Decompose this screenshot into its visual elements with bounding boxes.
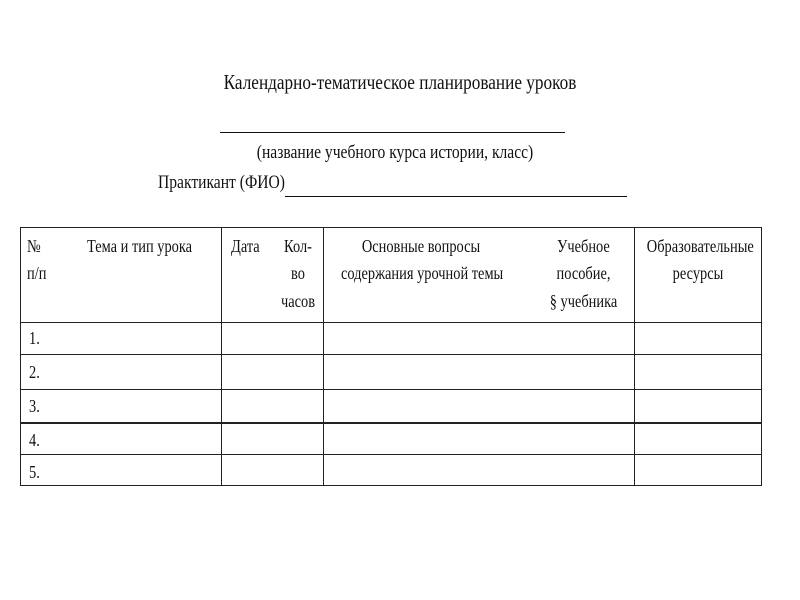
header-hours: во <box>291 263 305 283</box>
header-resources: Образовательные <box>646 236 754 256</box>
intern-name-blank-line <box>285 196 627 197</box>
header-hours: Кол- <box>284 236 312 256</box>
row-number: 4. <box>29 430 40 450</box>
row-divider <box>21 422 761 424</box>
row-divider <box>21 454 761 455</box>
row-divider <box>21 322 761 323</box>
header-topic: Тема и тип урока <box>87 236 193 256</box>
row-number: 3. <box>29 396 40 416</box>
row-divider <box>21 389 761 390</box>
row-number: 5. <box>29 462 40 482</box>
course-name-blank-line <box>220 132 565 133</box>
header-questions: Основные вопросы <box>361 236 481 256</box>
row-divider <box>21 354 761 355</box>
column-divider <box>221 228 222 485</box>
header-num-sub: п/п <box>27 263 47 283</box>
intern-label: Практикант (ФИО) <box>158 172 285 193</box>
course-name-caption: (название учебного курса истории, класс) <box>256 142 534 163</box>
column-divider <box>323 228 324 485</box>
header-num: № <box>27 236 41 256</box>
header-date: Дата <box>231 236 260 256</box>
header-questions: содержания урочной темы <box>341 263 504 283</box>
header-textbook: § учебника <box>549 291 618 311</box>
header-textbook: пособие, <box>556 263 611 283</box>
lesson-plan-table <box>20 227 762 486</box>
page-title: Календарно-тематическое планирование уроков <box>223 70 577 94</box>
header-hours: часов <box>280 291 316 311</box>
header-textbook: Учебное <box>557 236 610 256</box>
row-number: 2. <box>29 362 40 382</box>
header-resources: ресурсы <box>672 263 724 283</box>
column-divider <box>634 228 635 485</box>
row-number: 1. <box>29 328 40 348</box>
